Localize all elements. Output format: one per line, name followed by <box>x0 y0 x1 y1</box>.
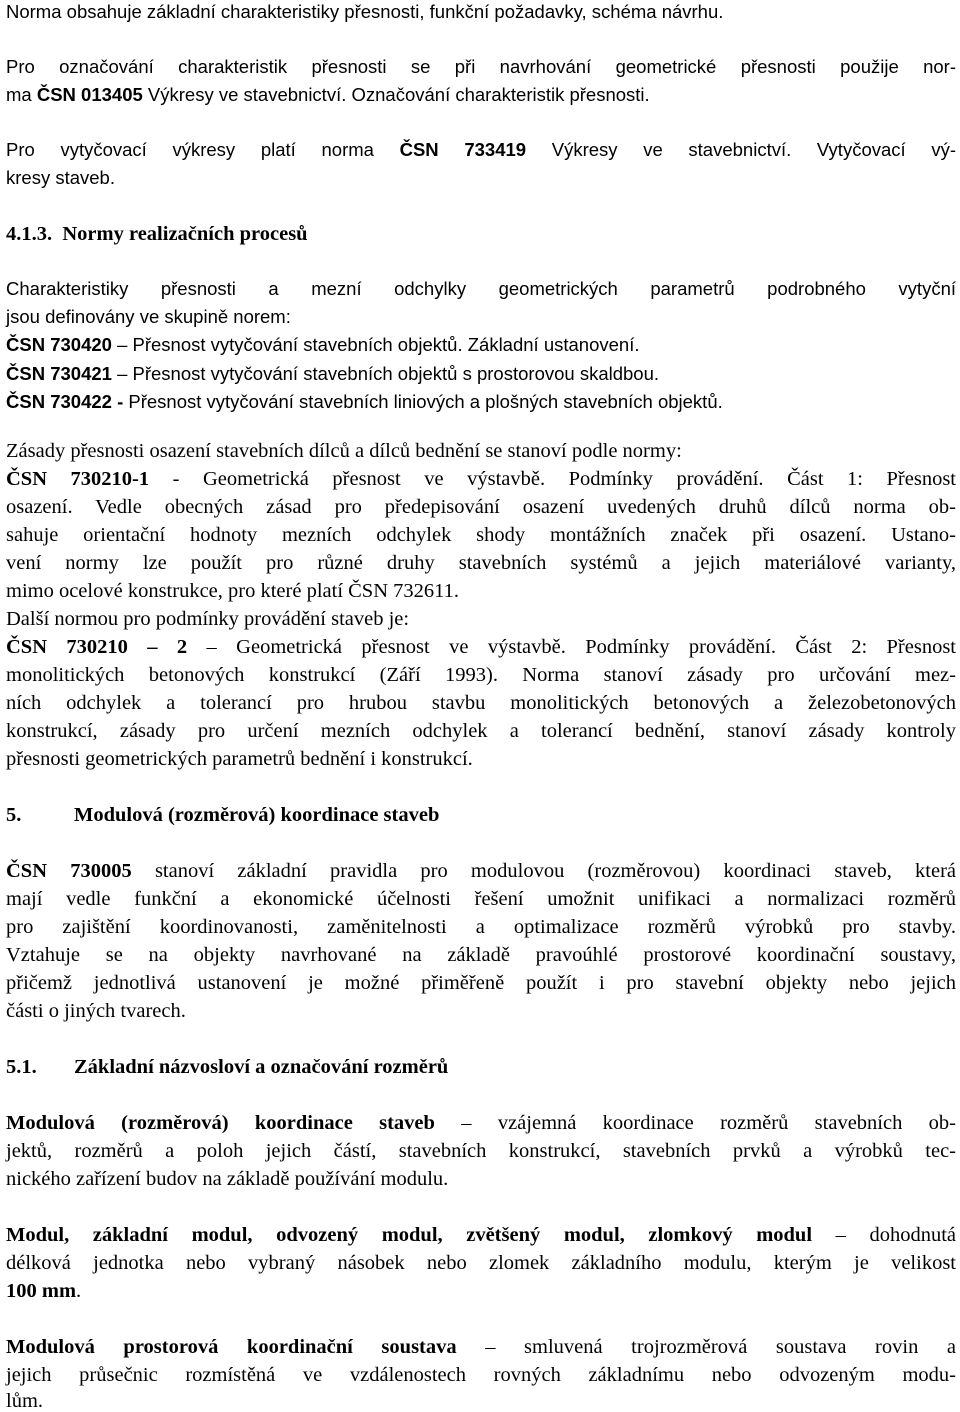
standard-list-item: ČSN 730421 – Přesnost vytyčování stavebních objektů s prostorovou skaldbou. <box>6 363 660 384</box>
standard-code: ČSN 013405 <box>36 84 143 105</box>
standard-list-item: ČSN 730420 – Přesnost vytyčování stavebních objektů. Základní ustanovení. <box>6 334 640 355</box>
definition-line: Modulová (rozměrová) koordinace staveb – vzájemná koordinace rozměrů stavebních ob- <box>6 1112 956 1134</box>
standard-code: ČSN 730005 <box>6 860 132 882</box>
paragraph-line: lům. <box>6 1390 44 1412</box>
paragraph-line: ČSN 730210-1 - Geometrická přesnost ve výstavbě. Podmínky provádění. Část 1: Přesnost <box>6 468 956 490</box>
paragraph-line: přesnosti geometrických parametrů bednění i konstrukcí. <box>6 748 473 770</box>
paragraph-line: monolitických betonových konstrukcí (Září 1993). Norma stanoví zásady pro určování mez- <box>6 664 956 686</box>
paragraph-line: konstrukcí, zásady pro určení mezních odchylek a tolerancí bednění, stanoví zásady kontroly <box>6 720 956 742</box>
paragraph-line: vení normy lze použít pro různé druhy stavebních systémů a jejich materiálové varianty, <box>6 552 956 574</box>
paragraph-line: délková jednotka nebo vybraný násobek nebo zlomek základního modulu, kterým je velikost <box>6 1252 956 1274</box>
section-heading-4-1-3: 4.1.3. Normy realizačních procesů <box>6 223 308 245</box>
paragraph-line: Zásady přesnosti osazení stavebních dílců a dílců bednění se stanoví podle normy: <box>6 440 682 462</box>
definition-line: Modulová prostorová koordinační soustava – smluvená trojrozměrová soustava rovin a <box>6 1336 956 1358</box>
paragraph-line: jejich průsečnic rozmístěná ve vzdálenostech rovných základnímu nebo odvozeným modu- <box>6 1364 956 1386</box>
standard-code: ČSN 730421 <box>6 363 112 384</box>
standard-code: ČSN 730210 – 2 <box>6 636 188 658</box>
paragraph-line: pro zajištění koordinovanosti, zaměnitelnosti a optimalizace rozměrů výrobků pro stavby. <box>6 916 956 938</box>
paragraph-line: sahuje orientační hodnoty mezních odchylek shody montážních značek při osazení. Ustano- <box>6 524 956 546</box>
definition-term: Modulová prostorová koordinační soustava <box>6 1336 457 1358</box>
paragraph-line: mimo ocelové konstrukce, pro které platí ČSN 732611. <box>6 580 460 602</box>
paragraph-line: mají vedle funkční a ekonomické účelnosti řešení umožnit unifikaci a normalizaci rozměrů <box>6 888 956 910</box>
paragraph-line: Pro vytyčovací výkresy platí norma ČSN 733419 Výkresy ve stavebnictví. Vytyčovací vý- <box>6 139 957 160</box>
paragraph-line: přičemž jednotlivá ustanovení je možné přiměřeně použít i pro stavební objekty nebo jejich <box>6 972 956 994</box>
standard-code: ČSN 733419 <box>399 139 527 160</box>
paragraph-line: kresy staveb. <box>6 167 115 188</box>
paragraph-line: ČSN 730005 stanoví základní pravidla pro modulovou (rozměrovou) koordinaci staveb, která <box>6 860 957 882</box>
paragraph-line: jsou definovány ve skupině norem: <box>6 306 291 327</box>
paragraph-line: jektů, rozměrů a poloh jejich částí, stavebních konstrukcí, stavebních prvků a výrobků tec- <box>6 1140 956 1162</box>
definition-term: Modulová (rozměrová) koordinace staveb <box>6 1112 435 1134</box>
standard-code: ČSN 730422 - <box>6 391 124 412</box>
paragraph-line: Charakteristiky přesnosti a mezní odchylky geometrických parametrů podrobného vytyční <box>6 278 956 299</box>
definition-term: Modul, základní modul, odvozený modul, zvětšený modul, zlomkový modul <box>6 1224 813 1246</box>
standard-list-item: ČSN 730422 - Přesnost vytyčování stavebních liniových a plošných stavebních objektů. <box>6 391 723 412</box>
standard-code: ČSN 730210-1 <box>6 468 150 490</box>
module-value: 100 mm <box>6 1280 77 1302</box>
paragraph-line: Další normou pro podmínky provádění staveb je: <box>6 608 410 630</box>
standard-code: ČSN 730420 <box>6 334 112 355</box>
paragraph-line: ních odchylek a tolerancí pro hrubou stavbu monolitických betonových a železobetonových <box>6 692 956 714</box>
definition-line: Modul, základní modul, odvozený modul, zvětšený modul, zlomkový modul – dohodnutá <box>6 1224 956 1246</box>
paragraph-line: 100 mm. <box>6 1280 82 1302</box>
paragraph-line: Vztahuje se na objekty navrhované na základě pravoúhlé prostorové koordinační soustavy, <box>6 944 956 966</box>
paragraph-line: nického zařízení budov na základě používání modulu. <box>6 1168 449 1190</box>
paragraph-line: Norma obsahuje základní charakteristiky přesnosti, funkční požadavky, schéma návrhu. <box>6 1 724 22</box>
paragraph-line: osazení. Vedle obecných zásad pro předepisování osazení uvedených druhů dílců norma ob- <box>6 496 956 518</box>
section-heading-5-1: 5.1. Základní názvosloví a označování rozměrů <box>6 1056 449 1078</box>
section-heading-5: 5. Modulová (rozměrová) koordinace staveb <box>6 804 440 826</box>
paragraph-line: ČSN 730210 – 2 – Geometrická přesnost ve výstavbě. Podmínky provádění. Část 2: Přesnost <box>6 636 956 658</box>
paragraph-line: Pro označování charakteristik přesnosti se při navrhování geometrické přesnosti použije nor- <box>6 56 956 77</box>
paragraph-line: části o jiných tvarech. <box>6 1000 186 1022</box>
paragraph-line: ma ČSN 013405 Výkresy ve stavebnictví. Označování charakteristik přesnosti. <box>6 84 650 105</box>
